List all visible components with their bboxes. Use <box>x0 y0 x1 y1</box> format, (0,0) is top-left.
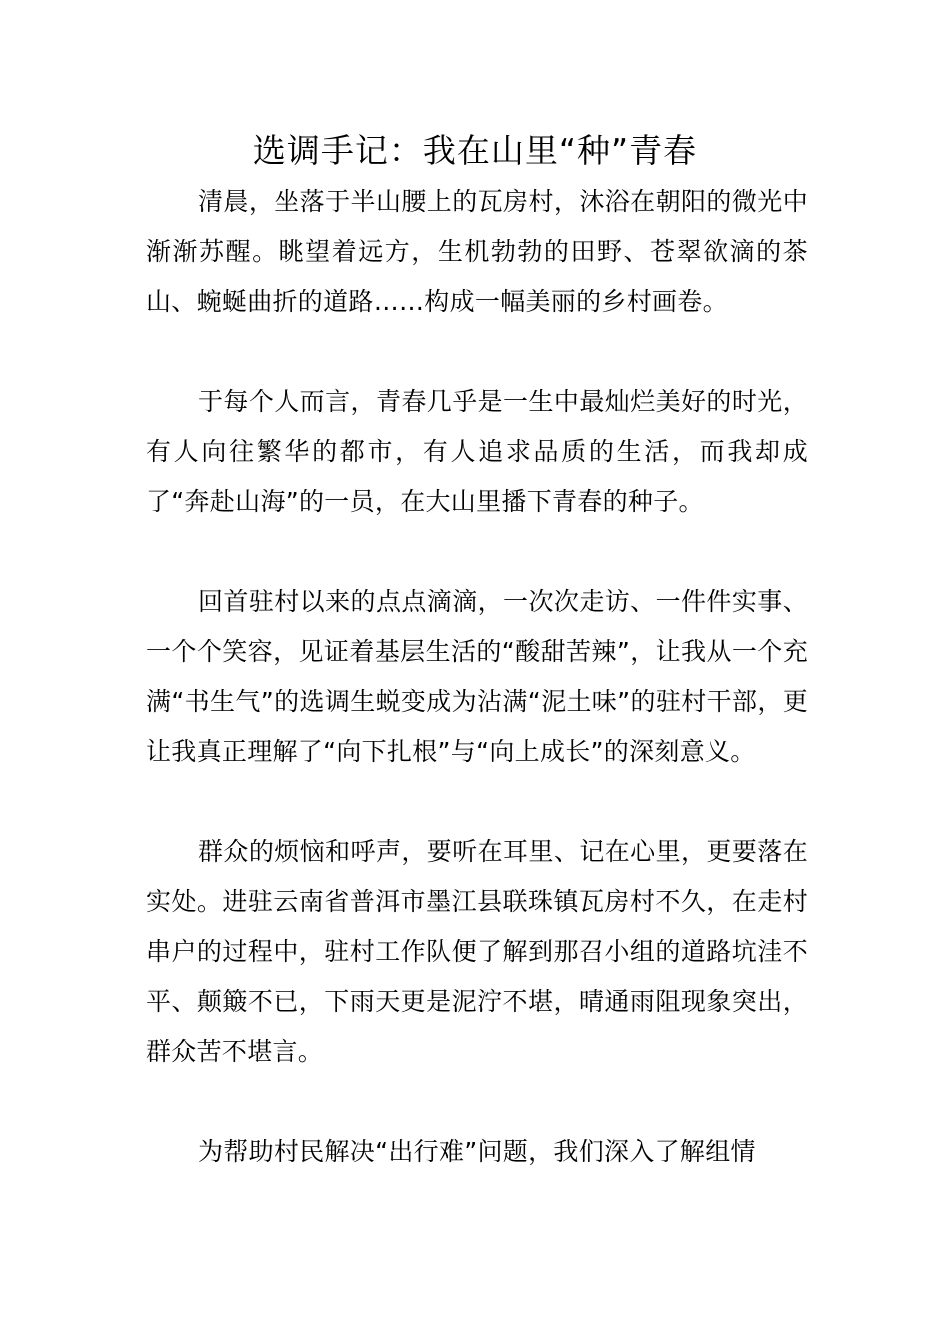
paragraph-4: 群众的烦恼和呼声，要听在耳里、记在心里，更要落在实处。进驻云南省普洱市墨江县联珠镇瓦房村不久，在走村串户的过程中，驻村工作队便了解到那召小组的道路坑洼不平、颠簸不已，下雨天更是泥泞不堪，晴通雨阻现象突出，群众苦不堪言。 <box>146 837 808 1066</box>
paragraph-3: 回首驻村以来的点点滴滴，一次次走访、一件件实事、一个个笑容，见证着基层生活的“酸甜苦辣”，让我从一个充满“书生气”的选调生蜕变成为沾满“泥土味”的驻村干部，更让我真正理解了“向下扎根”与“向上成长”的深刻意义。 <box>146 587 808 766</box>
paragraph-2: 于每个人而言，青春几乎是一生中最灿烂美好的时光，有人向往繁华的都市，有人追求品质的生活，而我却成了“奔赴山海”的一员，在大山里播下青春的种子。 <box>146 387 808 516</box>
paragraph-5: 为帮助村民解决“出行难”问题，我们深入了解组情 <box>198 1137 756 1166</box>
document-title: 选调手记：我在山里“种”青春 <box>252 131 698 170</box>
document-body <box>146 177 808 1227</box>
paragraph-1: 清晨，坐落于半山腰上的瓦房村，沐浴在朝阳的微光中渐渐苏醒。眺望着远方，生机勃勃的田野、苍翠欲滴的茶山、蜿蜒曲折的道路……构成一幅美丽的乡村画卷。 <box>146 187 808 316</box>
